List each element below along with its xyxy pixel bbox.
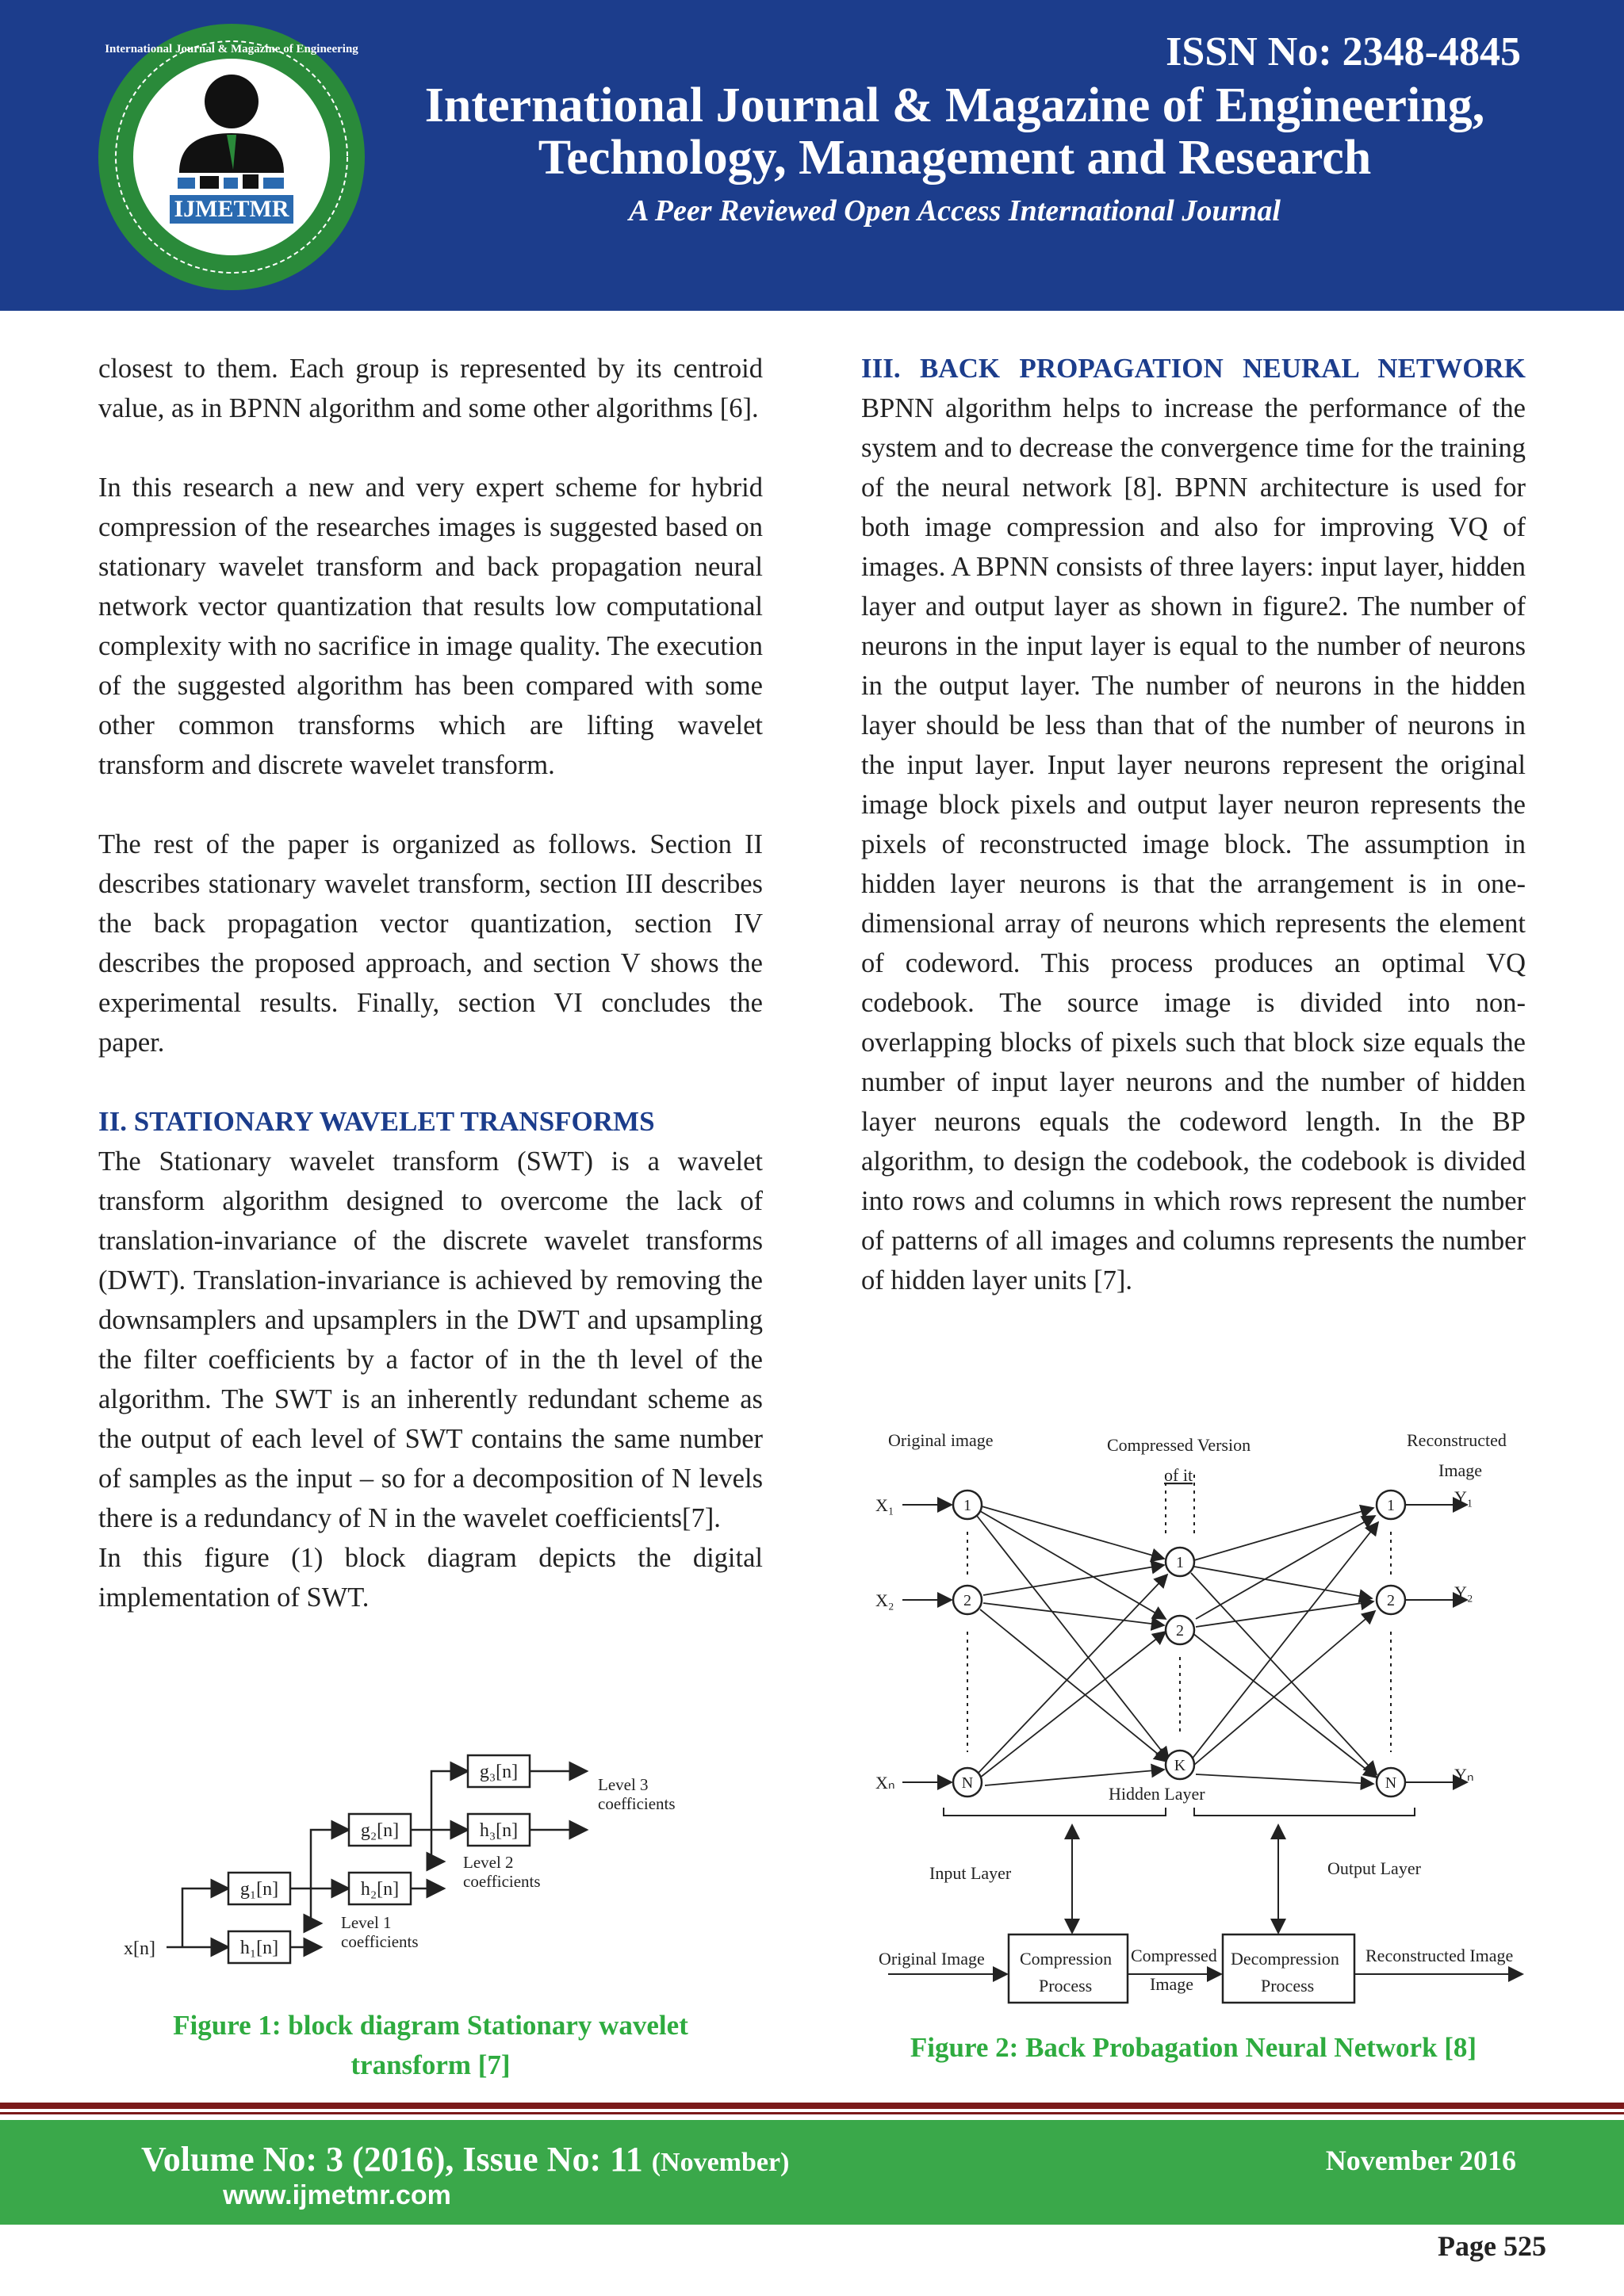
compressed-version-label: Compressed Version bbox=[1107, 1435, 1251, 1455]
output-neuron-n-label: N bbox=[1385, 1774, 1397, 1792]
journal-title-line2: Technology, Management and Research bbox=[538, 131, 1372, 185]
journal-footer bbox=[0, 2120, 1624, 2225]
fig1-g1-label: g₁[n] bbox=[239, 1879, 279, 1900]
output-y1: Y₁ bbox=[1454, 1487, 1473, 1507]
fig1-h1-label: h₁[n] bbox=[239, 1938, 279, 1958]
fig1-g3-label: g₃[n] bbox=[479, 1762, 519, 1782]
left-paragraph-4: The Stationary wavelet transform (SWT) is a wavelet transform algorithm designed to overcome the lack of translation-invariance of the discrete wavelet transforms (DWT). Translation-invariance is achieved by removing the downsamplers and upsamplers in the DWT and upsampling the filter coefficients by a factor of in the th level of the algorithm. The SWT is an inherently redundant scheme as the output of each level of SWT contains the same number of samples as the input – so for a decomposition of N levels there is a redundancy of N in the wavelet coefficients[7]. bbox=[98, 1146, 763, 1533]
decompression-label: Decompression bbox=[1231, 1949, 1339, 1969]
volume-month: (November) bbox=[651, 2148, 790, 2177]
fig1-level1-label: Level 1 bbox=[341, 1913, 392, 1932]
output-yn: Yₙ bbox=[1454, 1765, 1474, 1785]
journal-logo bbox=[76, 22, 387, 292]
page-number: Page 525 bbox=[1438, 2230, 1546, 2262]
input-neuron-n-label: N bbox=[961, 1774, 974, 1792]
hidden-neuron-2-label: 2 bbox=[1176, 1622, 1184, 1640]
fig1-level3-label: Level 3 bbox=[598, 1775, 649, 1794]
input-neuron-1-label: 1 bbox=[963, 1497, 971, 1514]
output-neuron-2-label: 2 bbox=[1387, 1592, 1395, 1609]
compressed-image-label-2: Image bbox=[1150, 1974, 1193, 1994]
compressed-version-label-2: of it bbox=[1164, 1465, 1193, 1485]
figure-1-swt-diagram bbox=[111, 1733, 730, 1971]
journal-title-line1: International Journal & Magazine of Engineering, bbox=[424, 78, 1485, 132]
journal-website-link[interactable]: www.ijmetmr.com bbox=[223, 2180, 451, 2210]
output-y2: Y₂ bbox=[1454, 1582, 1473, 1602]
right-paragraph-1: BPNN algorithm helps to increase the performance of the system and to decrease the convergence time for the training of the neural network [8]. BPNN architecture is used for both image compression and also for improving VQ of images. A BPNN consists of three layers: input layer, hidden layer and output layer as shown in figure2. The number of neurons in the input layer is equal to the number of neurons in the output layer. The number of neurons in the hidden layer should be less than that of the number of neurons in the input layer. Input layer neurons represent the original image block pixels and output layer neuron represents the pixels of reconstructed image block. The assumption in hidden layer neurons is that the arrangement is in one-dimensional array of neurons which represents the element of codeword. This process produces an optimal VQ codebook. The source image is divided into non-overlapping blocks of pixels such that block size equals the number of input layer neurons and the number of hidden layer neurons equals the codeword length. In the BP algorithm, to design the codebook, the codebook is divided into rows and columns in which rows represent the number of patterns of all images and columns represents the number of hidden layer units [7]. bbox=[861, 393, 1526, 1295]
compression-process-label: Process bbox=[1039, 1976, 1093, 1996]
compressed-image-label: Compressed bbox=[1131, 1946, 1217, 1965]
input-xn: Xₙ bbox=[875, 1773, 895, 1793]
fig1-h2-label: h₂[n] bbox=[360, 1879, 400, 1900]
journal-header bbox=[0, 0, 1624, 311]
left-column bbox=[98, 349, 763, 1617]
fig1-level2-label: Level 2 bbox=[463, 1853, 514, 1872]
fig1-g2-label: g₂[n] bbox=[360, 1820, 400, 1841]
original-image-label: Original image bbox=[888, 1430, 994, 1450]
fig1-level3-coeff: coefficients bbox=[598, 1794, 676, 1813]
fig1-level1-coeff: coefficients bbox=[341, 1932, 419, 1951]
flow-reconstructed-label: Reconstructed Image bbox=[1365, 1946, 1514, 1965]
footer-rule-thin bbox=[0, 2112, 1624, 2114]
section-heading-2: II. STATIONARY WAVELET TRANSFORMS bbox=[98, 1106, 655, 1137]
right-column bbox=[861, 349, 1526, 1300]
reconstructed-label: Reconstructed bbox=[1407, 1430, 1507, 1450]
section-heading-3: III. BACK PROPAGATION NEURAL NETWORK bbox=[861, 353, 1526, 384]
output-neuron-1-label: 1 bbox=[1387, 1497, 1395, 1514]
logo-ring-text: International Journal & Magazine of Engineering bbox=[105, 43, 358, 55]
fig1-h3-label: h₃[n] bbox=[479, 1820, 519, 1841]
left-paragraph-3: The rest of the paper is organized as follows. Section II describes stationary wavelet transform, section III describes the back propagation vector quantization, section IV describes the proposed approach, and section V shows the experimental results. Finally, section VI concludes the paper. bbox=[98, 829, 763, 1058]
volume-issue bbox=[141, 2139, 789, 2179]
figure-1-caption bbox=[98, 2006, 763, 2085]
output-layer-label: Output Layer bbox=[1327, 1858, 1421, 1878]
input-x1: X₁ bbox=[875, 1495, 894, 1515]
logo-acronym: IJMETMR bbox=[174, 196, 289, 222]
hidden-layer-label: Hidden Layer bbox=[1109, 1784, 1205, 1804]
input-x2: X₂ bbox=[875, 1590, 894, 1610]
footer-date: November 2016 bbox=[1325, 2145, 1516, 2176]
left-paragraph-2: In this research a new and very expert scheme for hybrid compression of the researches images is suggested based on stationary wavelet transform and back propagation neural network vector quantization that results low computational complexity with no sacrifice in image quality. The execution of the suggested algorithm has been compared with some other common transforms which are lifting wavelet transform and discrete wavelet transform. bbox=[98, 473, 763, 780]
input-neuron-2-label: 2 bbox=[963, 1592, 971, 1609]
hidden-neuron-k-label: K bbox=[1174, 1757, 1186, 1774]
figure-2-bpnn-diagram bbox=[864, 1419, 1530, 2022]
journal-subtitle: A Peer Reviewed Open Access International Journal bbox=[629, 194, 1281, 228]
left-paragraph-1: closest to them. Each group is represented by its centroid value, as in BPNN algorithm and some other algorithms [6]. bbox=[98, 354, 763, 423]
compression-label: Compression bbox=[1020, 1949, 1113, 1969]
figure-1-caption-line2: transform [7] bbox=[350, 2049, 511, 2080]
fig1-level2-coeff: coefficients bbox=[463, 1872, 541, 1891]
flow-original-label: Original Image bbox=[879, 1949, 985, 1969]
hidden-neuron-1-label: 1 bbox=[1176, 1554, 1184, 1571]
left-paragraph-5: In this figure (1) block diagram depicts the digital implementation of SWT. bbox=[98, 1543, 763, 1613]
footer-rule bbox=[0, 2103, 1624, 2109]
figure-1-caption-line1: Figure 1: block diagram Stationary wavelet bbox=[173, 2010, 688, 2041]
decompression-process-label: Process bbox=[1261, 1976, 1315, 1996]
fig1-input-label: x[n] bbox=[124, 1938, 155, 1959]
volume-issue-text: Volume No: 3 (2016), Issue No: 11 bbox=[141, 2140, 643, 2179]
reconstructed-label-2: Image bbox=[1438, 1460, 1482, 1480]
input-layer-label: Input Layer bbox=[929, 1863, 1012, 1883]
figure-2-caption: Figure 2: Back Probagation Neural Network [8] bbox=[910, 2032, 1477, 2063]
issn-number: ISSN No: 2348-4845 bbox=[1166, 29, 1521, 75]
